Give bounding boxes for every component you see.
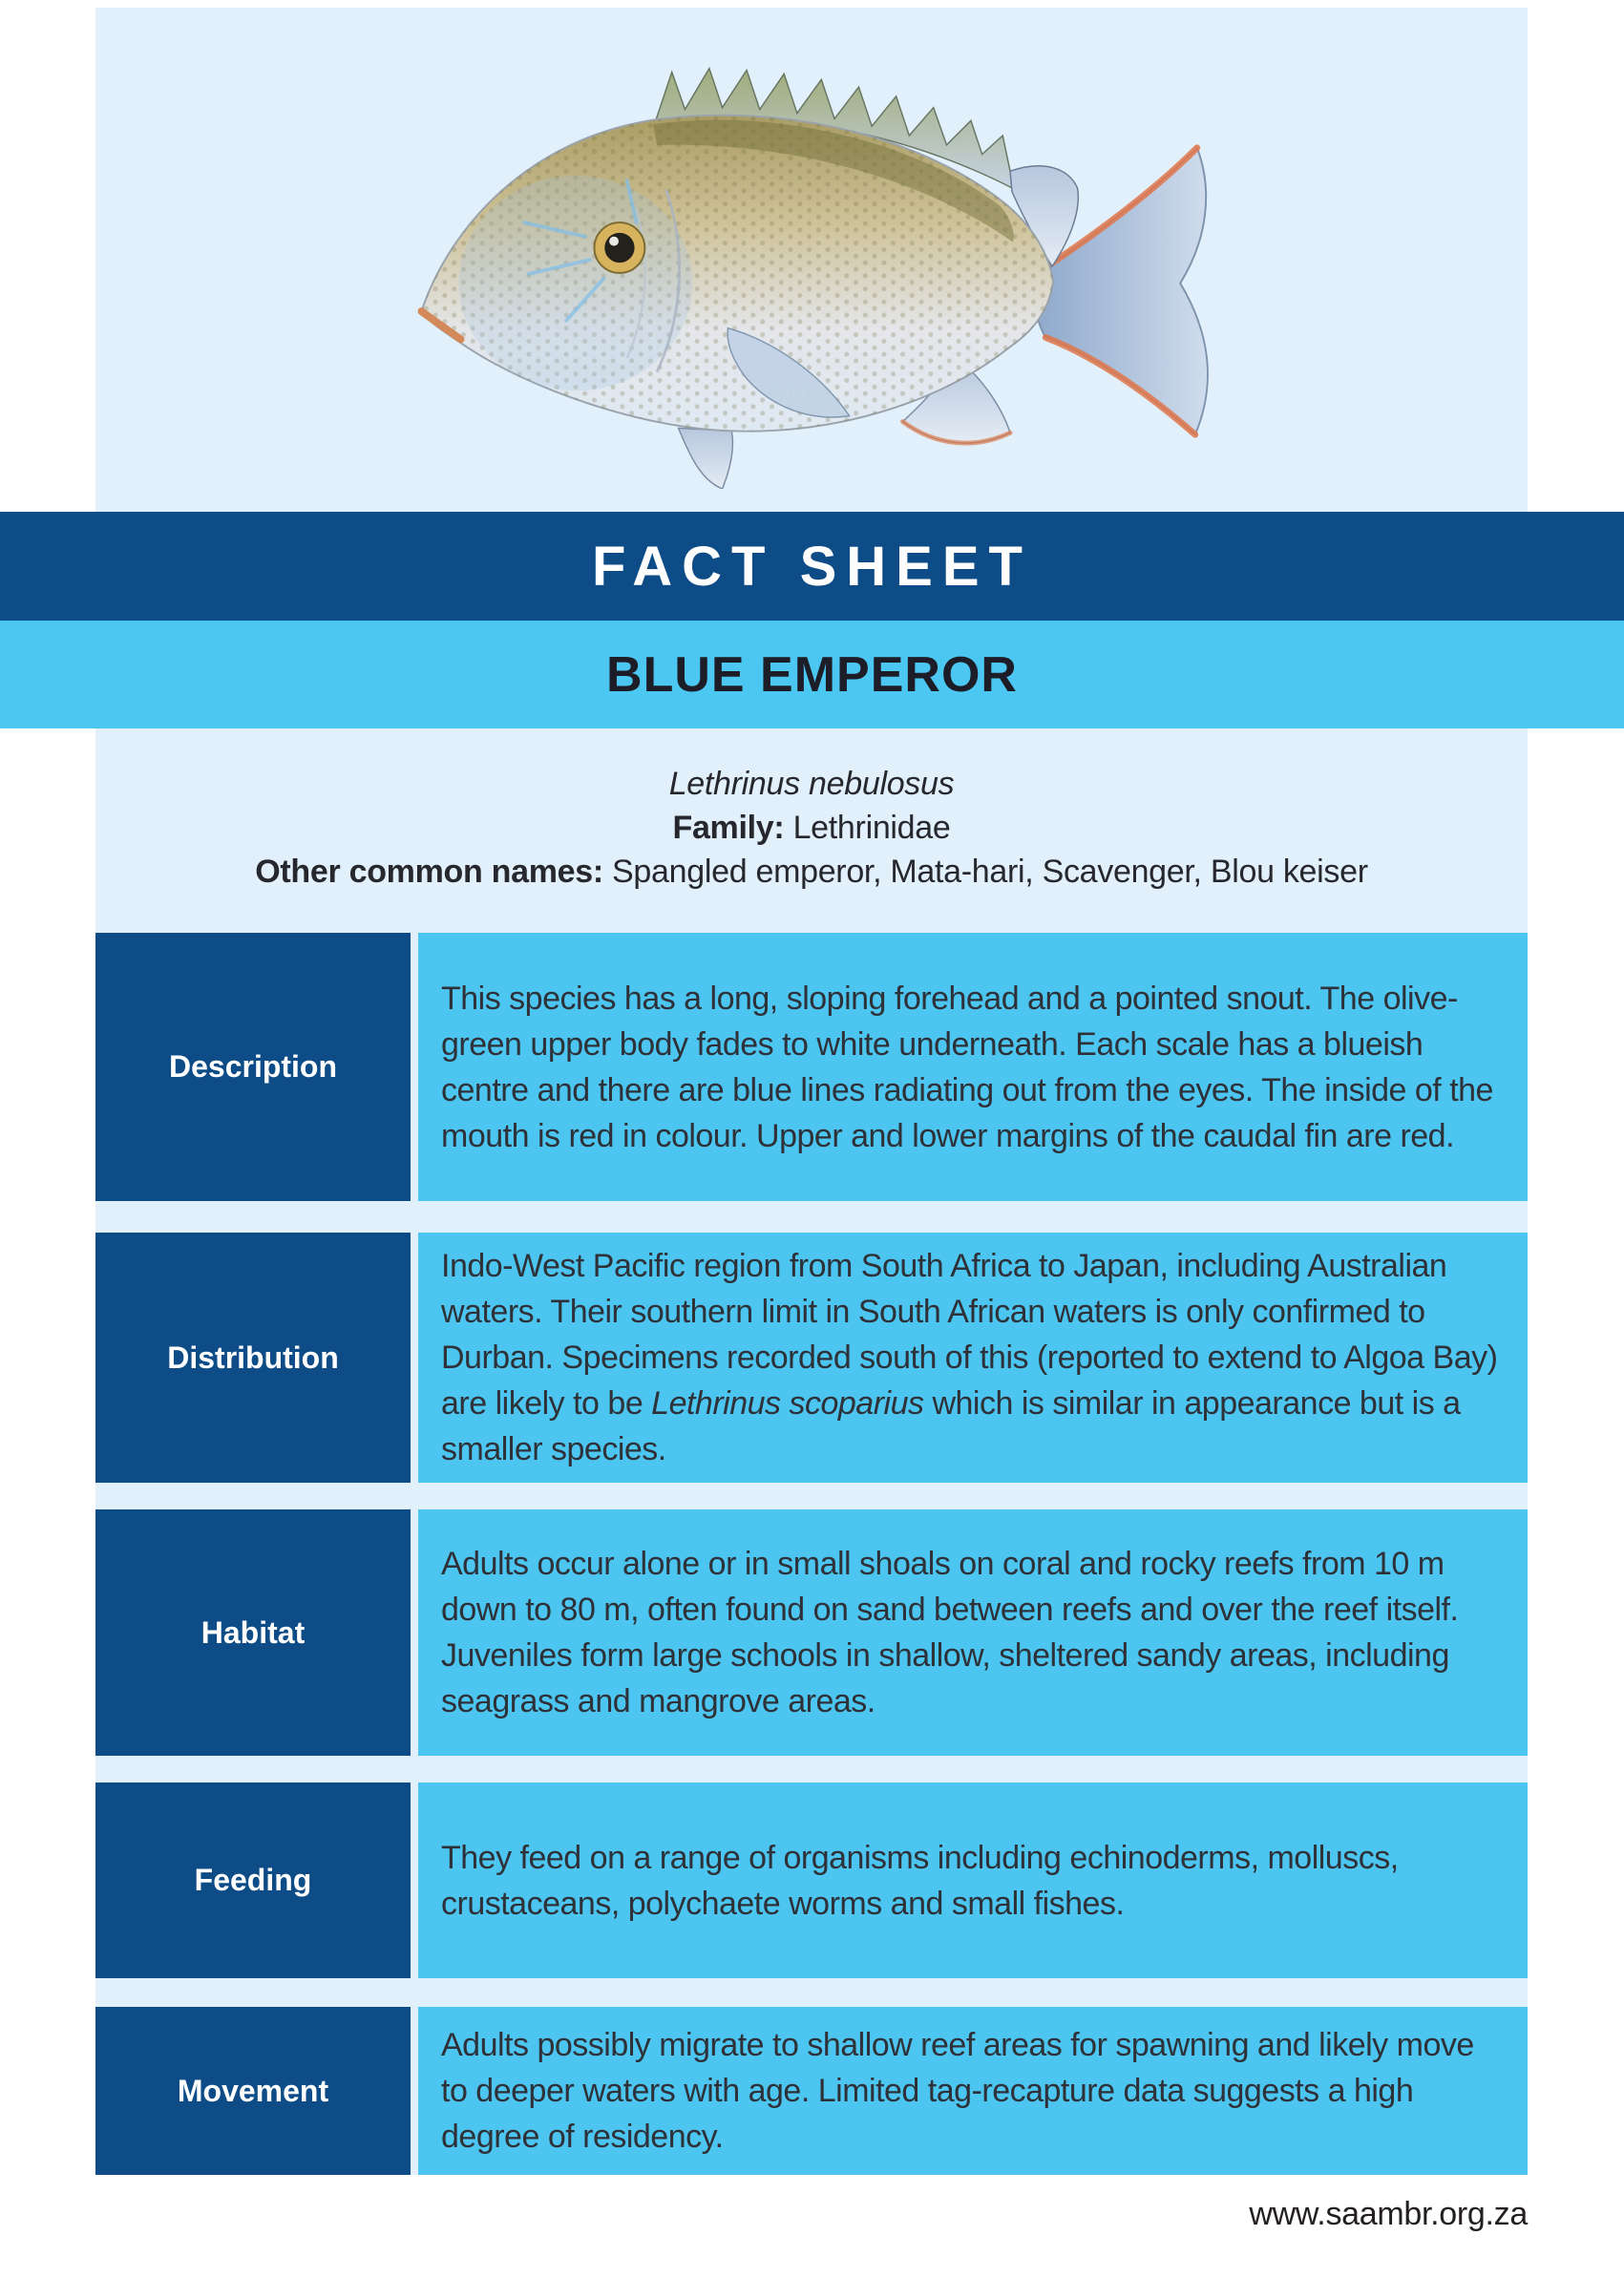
section-label-movement: Movement (95, 2007, 411, 2175)
section-content-movement (418, 2007, 1528, 2175)
habitat-text: Adults occur alone or in small shoals on coral and rocky reefs from 10 m down to 80 m, often found on sand between reefs and over the reef itself. Juveniles form large schools in shallow, sheltered sandy areas, including seagrass and mangrove areas. (441, 1546, 1459, 1719)
section-content-distribution (418, 1233, 1528, 1483)
fact-sheet-title: FACT SHEET (592, 535, 1032, 598)
distribution-text-pre: Indo-West Pacific region from South Africa to Japan, including Australian waters. Their southern limit in South African waters is only confirmed to Durban. Specimens recorded south of this (reported to extend to Algoa Bay) are likely to be (441, 1248, 1498, 1422)
family-value: Lethrinidae (784, 810, 951, 846)
section-label-habitat: Habitat (95, 1509, 411, 1756)
distribution-text-post: which is similar in appearance but is a smaller species. (441, 1385, 1461, 1467)
other-names-label: Other common names: (255, 854, 603, 890)
section-label-feeding: Feeding (95, 1782, 411, 1978)
section-content-habitat (418, 1509, 1528, 1756)
family-line (95, 806, 1528, 850)
section-content-feeding (418, 1782, 1528, 1978)
other-names-value: Spangled emperor, Mata-hari, Scavenger, Blou keiser (602, 854, 1368, 890)
distribution-species-italic: Lethrinus scoparius (651, 1385, 924, 1422)
family-label: Family: (672, 810, 785, 846)
section-label-distribution: Distribution (95, 1233, 411, 1483)
blue-emperor-fish-illustration (348, 50, 1279, 489)
species-title: BLUE EMPEROR (606, 646, 1018, 703)
distribution-text (418, 1243, 1528, 1472)
fact-sheet-banner (0, 512, 1624, 621)
species-title-banner (0, 621, 1624, 728)
section-content-description (418, 933, 1528, 1201)
movement-text: Adults possibly migrate to shallow reef areas for spawning and likely move to deeper waters with age. Limited tag-recapture data suggests a high degree of residency. (441, 2027, 1474, 2155)
other-names-line (95, 850, 1528, 894)
scientific-name: Lethrinus nebulosus (668, 766, 955, 802)
website-link[interactable]: www.saambr.org.za (1249, 2196, 1528, 2232)
description-text: This species has a long, sloping forehead and a pointed snout. The olive-green upper body fades to white underneath. Each scale has a blueish centre and there are blue lines radiating out from the eyes. The inside of the mouth is red in colour. Upper and lower margins of the caudal fin are red. (441, 980, 1493, 1154)
feeding-text: They feed on a range of organisms including echinoderms, molluscs, crustaceans, polychaete worms and small fishes. (441, 1839, 1399, 1922)
taxonomy-block (95, 762, 1528, 894)
section-label-description: Description (95, 933, 411, 1201)
